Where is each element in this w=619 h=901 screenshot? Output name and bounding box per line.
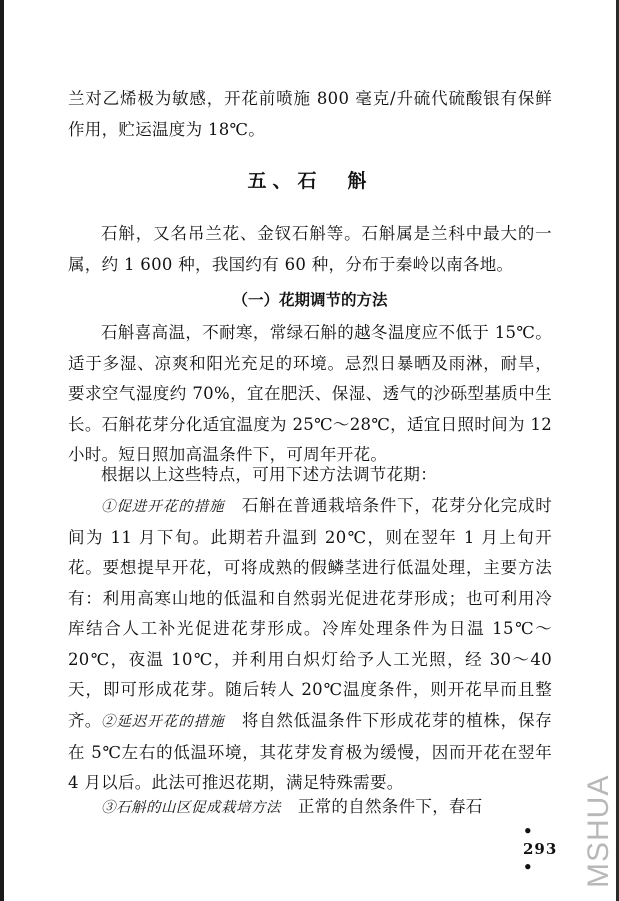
scan-left-edge — [0, 0, 4, 901]
watermark-logo — [578, 770, 618, 890]
method-paragraph-mountain — [68, 792, 552, 824]
method-paragraph-promote — [68, 491, 552, 736]
page-number: • 293 • — [523, 822, 558, 876]
method-title-promote: ①促进开花的措施 — [101, 499, 225, 515]
watermark-text: MSHUA — [582, 774, 615, 888]
method-title-mountain: ③石斛的山区促成栽培方法 — [101, 800, 281, 816]
description-paragraph: 石斛，又名吊兰花、金钗石斛等。石斛属是兰科中最大的一属，约 1 600 种，我国约有 60 种，分布于秦岭以南各地。 — [68, 224, 552, 274]
method-body-delay: 将自然低温条件下形成花芽的植株，保存在 5℃左右的低温环境，其花芽发育极为缓慢，因而开花在翌年 4 月以后。此法可推迟花期，满足特殊需要。 — [68, 711, 552, 792]
subsection-heading: （一）花期调节的方法 — [232, 290, 388, 309]
method-paragraph-delay — [68, 706, 552, 799]
lead-paragraph: 根据以上这些特点，可用下述方法调节花期： — [101, 465, 437, 484]
method-title-delay: ②延迟开花的措施 — [101, 714, 225, 730]
method-body-mountain: 正常的自然条件下，春石 — [297, 797, 483, 816]
section-heading: 五、石 斛 — [247, 170, 373, 192]
method-body-promote: 石斛在普通栽培条件下，花芽分化完成时间为 11 月下旬。此期若升温到 20℃，则在翌年 1 月上旬开花。要想提早开花，可将成熟的假鳞茎进行低温处理，主要方法有：利用高寒山地的低温和自然弱光促进花芽形成；也可利用冷库结合人工补光促进花芽形成。冷库处理条件为日温 15℃～20℃，夜温 10℃，并利用白炽灯给予人工光照，经 30～40 天，即可形成花芽。随后转人 20℃温度条件，则开花早而且整齐。 — [68, 496, 552, 730]
intro-paragraph: 兰对乙烯极为敏感，开花前喷施 800 毫克/升硫代硫酸银有保鲜作用，贮运温度为 18℃。 — [68, 89, 552, 139]
climate-paragraph: 石斛喜高温，不耐寒，常绿石斛的越冬温度应不低于 15℃。适于多湿、凉爽和阳光充足的环境。忌烈日暴晒及雨淋，耐旱，要求空气湿度约 70%，宜在肥沃、保湿、透气的沙砾型基质中生长。石斛花芽分化适宜温度为 25℃～28℃，适宜日照时间为 12 小时。短日照加高温条件下，可周年开花。 — [68, 323, 552, 464]
